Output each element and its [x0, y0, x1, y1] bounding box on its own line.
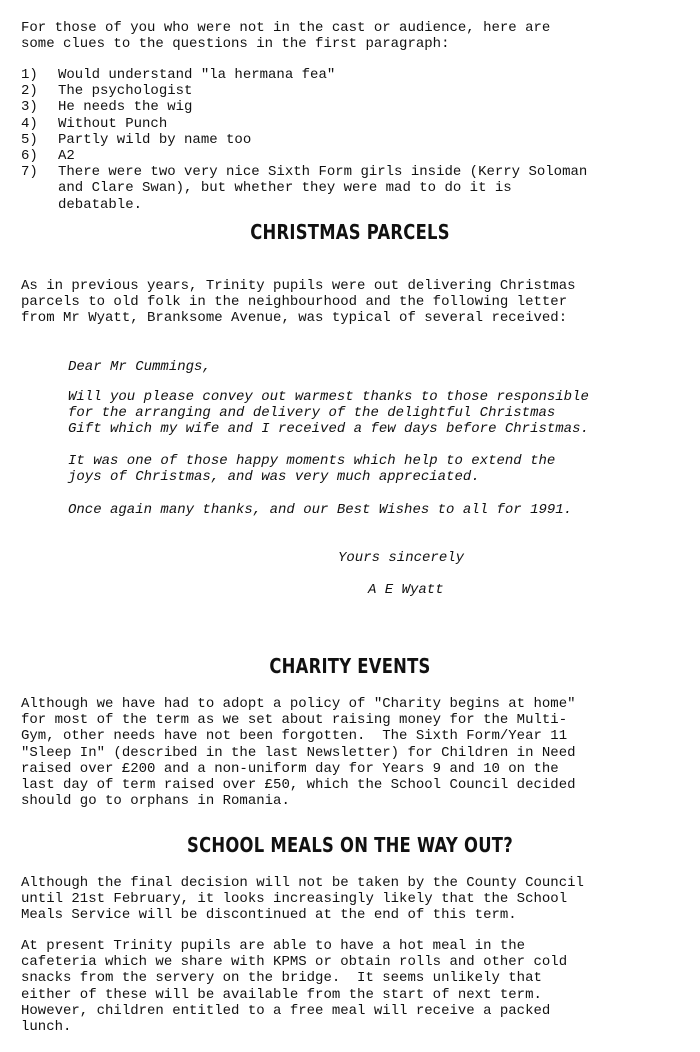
charity-events-heading: CHARITY EVENTS	[269, 654, 431, 678]
clue-text: Would understand "la hermana fea"	[58, 67, 336, 83]
list-item	[21, 164, 691, 213]
letter-salutation: Dear Mr Cummings,	[68, 359, 211, 375]
clue-text: There were two very nice Sixth Form girls inside (Kerry Soloman and Clare Swan), but whether they were mad to do it is debatable.	[58, 164, 588, 213]
list-item	[21, 116, 691, 132]
school-meals-paragraph: At present Trinity pupils are able to have a hot meal in the cafeteria which we share with KPMS or obtain rolls and other cold snacks from the servery on the bridge. It seems unlikely that either of these will be available from the start of next term. However, children entitled to a free meal will receive a packed lunch.	[21, 938, 568, 1036]
charity-events-paragraph: Although we have had to adopt a policy of "Charity begins at home" for most of the term as we set about raising money for the Multi- Gym, other needs have not been forgotten. The Sixth Form/Year 11 "Sleep In" (described in the last Newsletter) for Children in Need raised over £200 and a non-uniform day for Years 9 and 10 on the last day of term raised over £50, which the School Council decided should go to orphans in Romania.	[21, 696, 576, 810]
clue-number: 2)	[21, 83, 38, 100]
letter-paragraph: Will you please convey out warmest thanks to those responsible for the arranging and delivery of the delightful Christmas Gift which my wife and I received a few days before Christmas.	[68, 389, 589, 438]
school-meals-paragraph: Although the final decision will not be taken by the County Council until 21st February, it looks increasingly likely that the School Meals Service will be discontinued at the end of this term.	[21, 875, 584, 924]
letter-paragraph: Once again many thanks, and our Best Wishes to all for 1991.	[68, 502, 573, 518]
clue-number: 4)	[21, 115, 38, 132]
school-meals-heading: SCHOOL MEALS ON THE WAY OUT?	[187, 833, 513, 857]
clue-number: 5)	[21, 131, 38, 148]
letter-closing: Yours sincerely	[338, 550, 465, 566]
clue-number: 6)	[21, 148, 38, 165]
list-item	[21, 99, 691, 115]
clue-text: A2	[58, 148, 75, 165]
clue-number: 3)	[21, 99, 38, 116]
letter-signature: A E Wyatt	[368, 582, 444, 598]
list-item	[21, 83, 691, 99]
clue-text: The psychologist	[58, 83, 193, 100]
clue-text: He needs the wig	[58, 99, 193, 116]
intro-paragraph: For those of you who were not in the cast or audience, here are some clues to the questions in the first paragraph:	[21, 20, 551, 53]
letter-paragraph: It was one of those happy moments which help to extend the joys of Christmas, and was very much appreciated.	[68, 453, 556, 486]
clue-number: 1)	[21, 67, 38, 83]
clue-text: Partly wild by name too	[58, 131, 252, 148]
christmas-parcels-heading: CHRISTMAS PARCELS	[250, 220, 450, 244]
clue-list	[21, 67, 691, 213]
list-item	[21, 67, 691, 83]
list-item	[21, 132, 691, 148]
list-item	[21, 148, 691, 164]
clue-number: 7)	[21, 164, 38, 181]
clue-text: Without Punch	[58, 115, 168, 132]
christmas-parcels-paragraph: As in previous years, Trinity pupils were out delivering Christmas parcels to old folk in the neighbourhood and the following letter from Mr Wyatt, Branksome Avenue, was typical of several received:	[21, 278, 576, 327]
